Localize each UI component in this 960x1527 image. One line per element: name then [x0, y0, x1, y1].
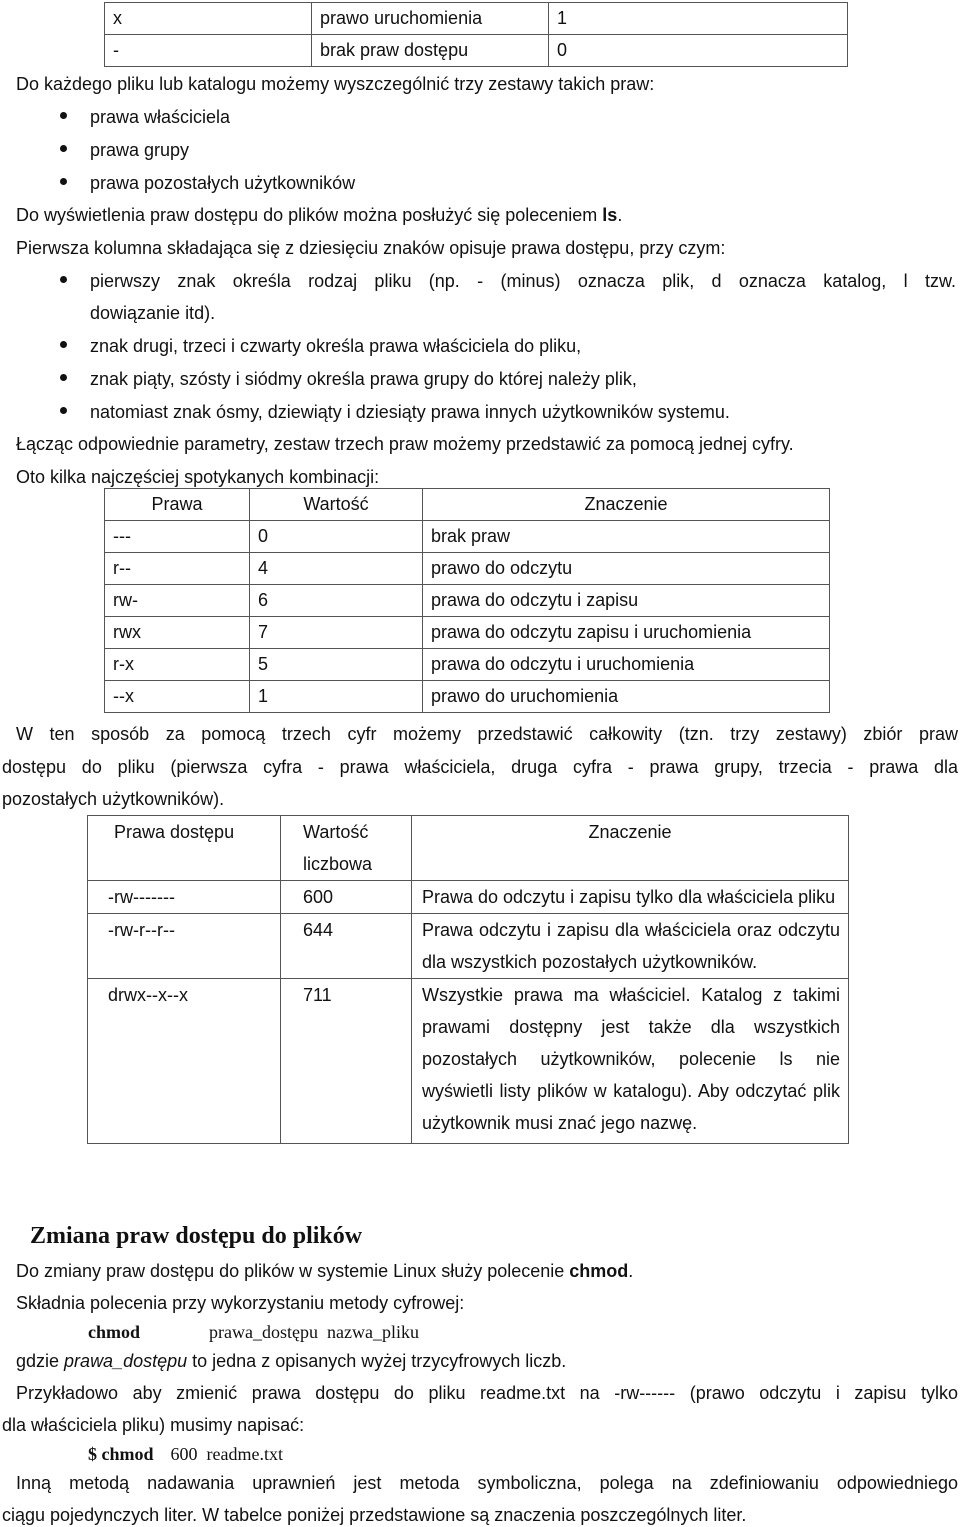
table-cell: prawa do odczytu i uruchomienia: [423, 649, 830, 681]
combinations-table: [104, 488, 830, 713]
syntax-args: prawa_dostępu nazwa_pliku: [209, 1322, 419, 1342]
table-cell: -: [105, 35, 312, 67]
paragraph-line: pozostałych użytkowników).: [2, 789, 225, 809]
table-cell: 1: [250, 681, 423, 713]
table-row: [88, 881, 849, 914]
command-ls: ls: [602, 205, 618, 225]
table-cell: prawa do odczytu zapisu i uruchomienia: [423, 617, 830, 649]
paragraph: [16, 1259, 633, 1283]
table-cell: --x: [105, 681, 250, 713]
table-cell: Prawa odczytu i zapisu dla właściciela oraz odczytu dla wszystkich pozostałych użytkowników.: [412, 914, 849, 979]
paragraph-text: Do zmiany praw dostępu do plików w systemie Linux służy polecenie: [16, 1261, 570, 1281]
table-cell: prawa do odczytu i zapisu: [423, 585, 830, 617]
example-command: $ chmod: [88, 1444, 154, 1464]
table-cell: ---: [105, 521, 250, 553]
example-line: [88, 1442, 283, 1466]
paragraph: [16, 203, 622, 227]
column-header: Znaczenie: [412, 816, 849, 881]
table-cell: -rw-r--r--: [88, 914, 281, 979]
bullet-icon: [60, 276, 67, 283]
paragraph-text: Do wyświetlenia praw dostępu do plików można posłużyć się poleceniem: [16, 205, 603, 225]
list-item: znak piąty, szósty i siódmy określa prawa grupy do której należy plik,: [90, 369, 637, 389]
table-row: [88, 914, 849, 979]
table-body: [105, 521, 830, 713]
paragraph-line: Inną metodą nadawania uprawnień jest metoda symboliczna, polega na zdefiniowaniu odpowiedniego: [16, 1473, 958, 1493]
paragraph-end: .: [617, 205, 623, 225]
table-cell: r-x: [105, 649, 250, 681]
list-item: prawa grupy: [90, 140, 190, 160]
paragraph-line: dla właściciela pliku) musimy napisać:: [2, 1415, 305, 1435]
table-row: [105, 681, 830, 713]
paragraph: Składnia polecenia przy wykorzystaniu metody cyfrowej:: [16, 1293, 465, 1313]
paragraph: Do każdego pliku lub katalogu możemy wyszczególnić trzy zestawy takich praw:: [16, 74, 655, 94]
bullet-icon: [60, 407, 67, 414]
table-row: [105, 617, 830, 649]
table-row: [105, 35, 848, 67]
list-item: prawa pozostałych użytkowników: [90, 173, 356, 193]
column-header: Znaczenie: [423, 489, 830, 521]
table-cell: r--: [105, 553, 250, 585]
column-header: Prawa dostępu: [88, 816, 281, 881]
table-cell: 0: [250, 521, 423, 553]
table-cell: prawo do odczytu: [423, 553, 830, 585]
list-item: znak drugi, trzeci i czwarty określa prawa właściciela do pliku,: [90, 336, 582, 356]
list-item: pierwszy znak określa rodzaj pliku (np. - (minus) oznacza plik, d oznacza katalog, l tzw.: [90, 271, 956, 291]
table-row: [105, 649, 830, 681]
table-cell: x: [105, 3, 312, 35]
table-row: [105, 553, 830, 585]
column-header: Wartość: [250, 489, 423, 521]
paragraph-line: ciągu pojedynczych liter. W tabelce poniżej przedstawione są znaczenia poszczególnych liter.: [2, 1505, 747, 1525]
emphasis-text: prawa_dostępu: [64, 1351, 188, 1371]
paragraph-end: .: [628, 1261, 634, 1281]
list-item: natomiast znak ósmy, dziewiąty i dziesiąty prawa innych użytkowników systemu.: [90, 402, 730, 422]
table-cell: 600: [281, 881, 412, 914]
bullet-icon: [60, 145, 67, 152]
table-cell: rw-: [105, 585, 250, 617]
bullet-icon: [60, 112, 67, 119]
bullet-icon: [60, 341, 67, 348]
list-item: prawa właściciela: [90, 107, 231, 127]
table-cell: prawo uruchomienia: [312, 3, 549, 35]
paragraph: Oto kilka najczęściej spotykanych kombinacji:: [16, 467, 380, 487]
paragraph-text: to jedna z opisanych wyżej trzycyfrowych liczb.: [187, 1351, 567, 1371]
table-cell: rwx: [105, 617, 250, 649]
table-cell: 5: [250, 649, 423, 681]
table-cell: prawo do uruchomienia: [423, 681, 830, 713]
table-row: [105, 3, 848, 35]
table-cell: drwx--x--x: [88, 979, 281, 1144]
table-row: [105, 585, 830, 617]
table-cell: 644: [281, 914, 412, 979]
permissions-table: [87, 815, 849, 1144]
table-cell: brak praw dostępu: [312, 35, 549, 67]
table-cell: 4: [250, 553, 423, 585]
paragraph-text: gdzie: [16, 1351, 65, 1371]
paragraph-line: W ten sposób za pomocą trzech cyfr możemy przedstawić całkowity (tzn. trzy zestawy) zbiór praw: [16, 724, 958, 744]
paragraph: Pierwsza kolumna składająca się z dziesięciu znaków opisuje prawa dostępu, przy czym:: [16, 238, 726, 258]
table-cell: 711: [281, 979, 412, 1144]
paragraph: Łącząc odpowiednie parametry, zestaw trzech praw możemy przedstawić za pomocą jednej cyfry.: [16, 434, 794, 454]
table-header-row: [105, 489, 830, 521]
column-header: Wartość liczbowa: [281, 816, 412, 881]
table-cell: Wszystkie prawa ma właściciel. Katalog z takimi prawami dostępny jest także dla wszystkich pozostałych użytkowników, polecenie ls nie wyświetli listy plików w katalogu). Aby odczytać plik użytkownik musi znać jego nazwę.: [412, 979, 849, 1144]
command-chmod: chmod: [569, 1261, 629, 1281]
column-header: Prawa: [105, 489, 250, 521]
paragraph-line: Przykładowo aby zmienić prawa dostępu do pliku readme.txt na -rw------ (prawo odczytu i zapisu tylko: [16, 1383, 958, 1403]
table-cell: 6: [250, 585, 423, 617]
table-row: [88, 979, 849, 1144]
table-cell: -rw-------: [88, 881, 281, 914]
table-cell: 0: [549, 35, 848, 67]
bullet-icon: [60, 178, 67, 185]
table-cell: 7: [250, 617, 423, 649]
table-cell: brak praw: [423, 521, 830, 553]
permission-symbol-table: [104, 2, 848, 67]
paragraph: [16, 1349, 566, 1373]
syntax-command: chmod: [88, 1322, 141, 1342]
section-heading: Zmiana praw dostępu do plików: [30, 1223, 363, 1249]
bullet-icon: [60, 374, 67, 381]
example-args: 600 readme.txt: [170, 1444, 283, 1464]
table-row: [105, 521, 830, 553]
syntax-line: [88, 1320, 419, 1344]
table-cell: 1: [549, 3, 848, 35]
paragraph-line: dostępu do pliku (pierwsza cyfra - prawa właściciela, druga cyfra - prawa grupy, trzecia - prawa dla: [2, 757, 958, 777]
table-cell: Prawa do odczytu i zapisu tylko dla właściciela pliku: [412, 881, 849, 914]
table-header-row: [88, 816, 849, 881]
list-item-continuation: dowiązanie itd).: [90, 303, 216, 323]
